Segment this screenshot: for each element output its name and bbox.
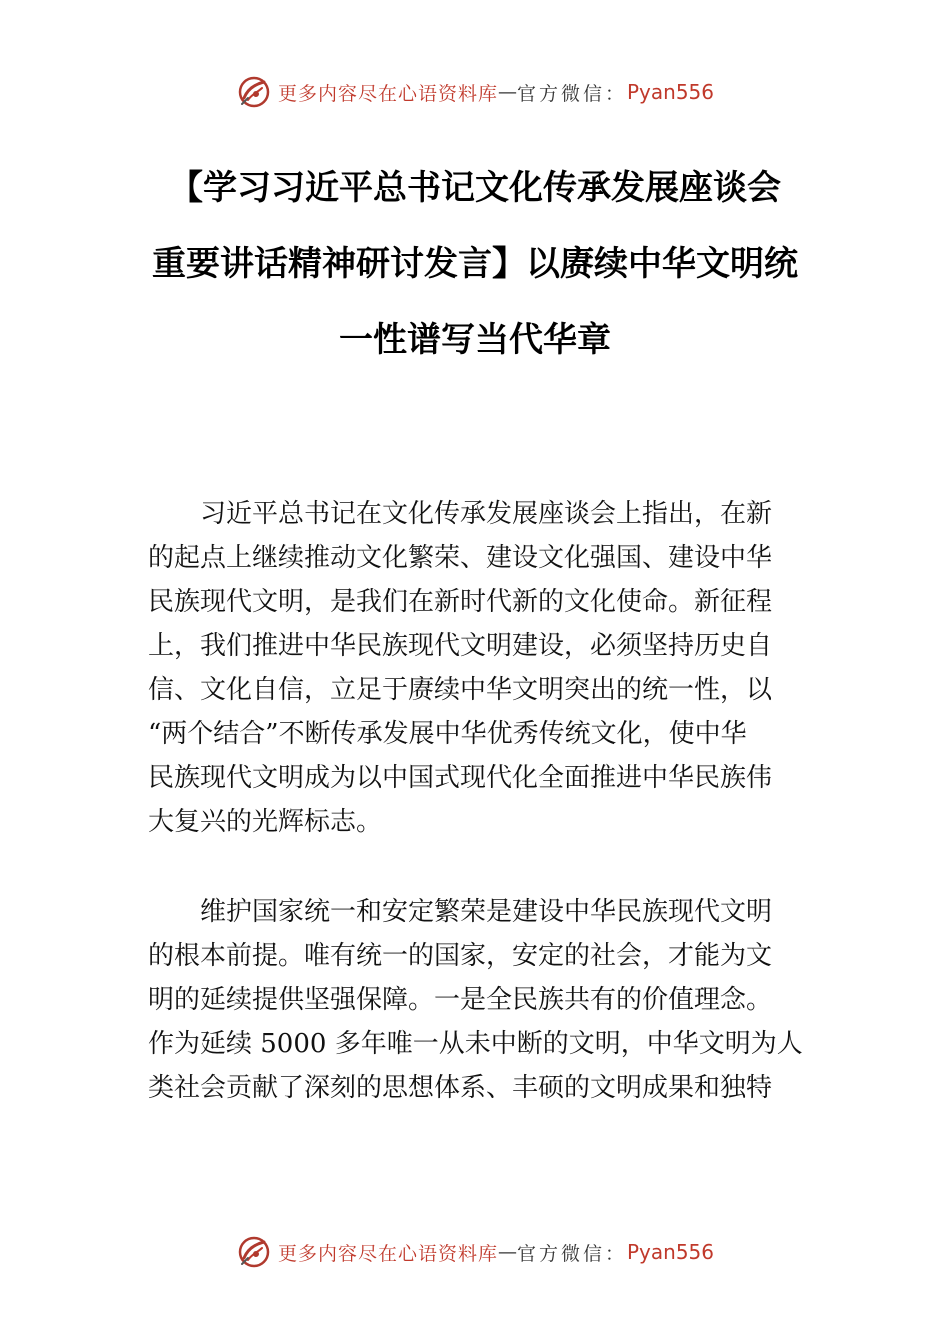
banner-text: 更多内容尽在心语资料库 xyxy=(277,1242,498,1265)
paragraph-line: 的起点上继续推动文化繁荣、建设文化强国、建设中华 xyxy=(148,543,773,573)
banner-wechat-label: 官方微信： xyxy=(516,1242,627,1265)
calligraphy-logo-icon xyxy=(236,74,272,110)
calligraphy-logo-icon xyxy=(236,1234,272,1270)
header-banner xyxy=(0,72,950,112)
paragraph-line: 习近平总书记在文化传承发展座谈会上指出，在新 xyxy=(200,499,773,529)
body-paragraph-1 xyxy=(148,492,812,844)
body-paragraph-2 xyxy=(148,890,812,1110)
title-line: 重要讲话精神研讨发言】以赓续中华文明统 xyxy=(152,244,798,284)
footer-banner xyxy=(0,1232,950,1272)
banner-wechat-label: 官方微信： xyxy=(516,82,627,105)
paragraph-line: 上，我们推进中华民族现代文明建设，必须坚持历史自 xyxy=(148,631,773,661)
banner-text: 更多内容尽在心语资料库 xyxy=(277,82,498,105)
title-line: 【学习习近平总书记文化传承发展座谈会 xyxy=(169,168,781,208)
title-line: 一性谱写当代华章 xyxy=(339,320,611,360)
paragraph-line: “两个结合”不断传承发展中华优秀传统文化，使中华 xyxy=(148,719,747,749)
paragraph-line: 明的延续提供坚强保障。一是全民族共有的价值理念。 xyxy=(148,985,773,1015)
banner-wechat-id: Pyan556 xyxy=(627,1240,715,1264)
paragraph-line: 信、文化自信，立足于赓续中华文明突出的统一性，以 xyxy=(148,675,773,705)
paragraph-line: 维护国家统一和安定繁荣是建设中华民族现代文明 xyxy=(200,897,773,927)
paragraph-line: 的根本前提。唯有统一的国家，安定的社会，才能为文 xyxy=(148,941,773,971)
paragraph-line: 民族现代文明，是我们在新时代新的文化使命。新征程 xyxy=(148,587,773,617)
paragraph-line: 作为延续 5000 多年唯一从未中断的文明，中华文明为人 xyxy=(148,1029,803,1059)
document-title xyxy=(140,150,810,378)
paragraph-line: 大复兴的光辉标志。 xyxy=(148,807,383,837)
paragraph-line: 民族现代文明成为以中国式现代化全面推进中华民族伟 xyxy=(148,763,773,793)
banner-separator: — xyxy=(497,81,517,103)
paragraph-line: 类社会贡献了深刻的思想体系、丰硕的文明成果和独特 xyxy=(148,1073,773,1103)
banner-wechat-id: Pyan556 xyxy=(627,80,715,104)
banner-separator: — xyxy=(497,1241,517,1263)
